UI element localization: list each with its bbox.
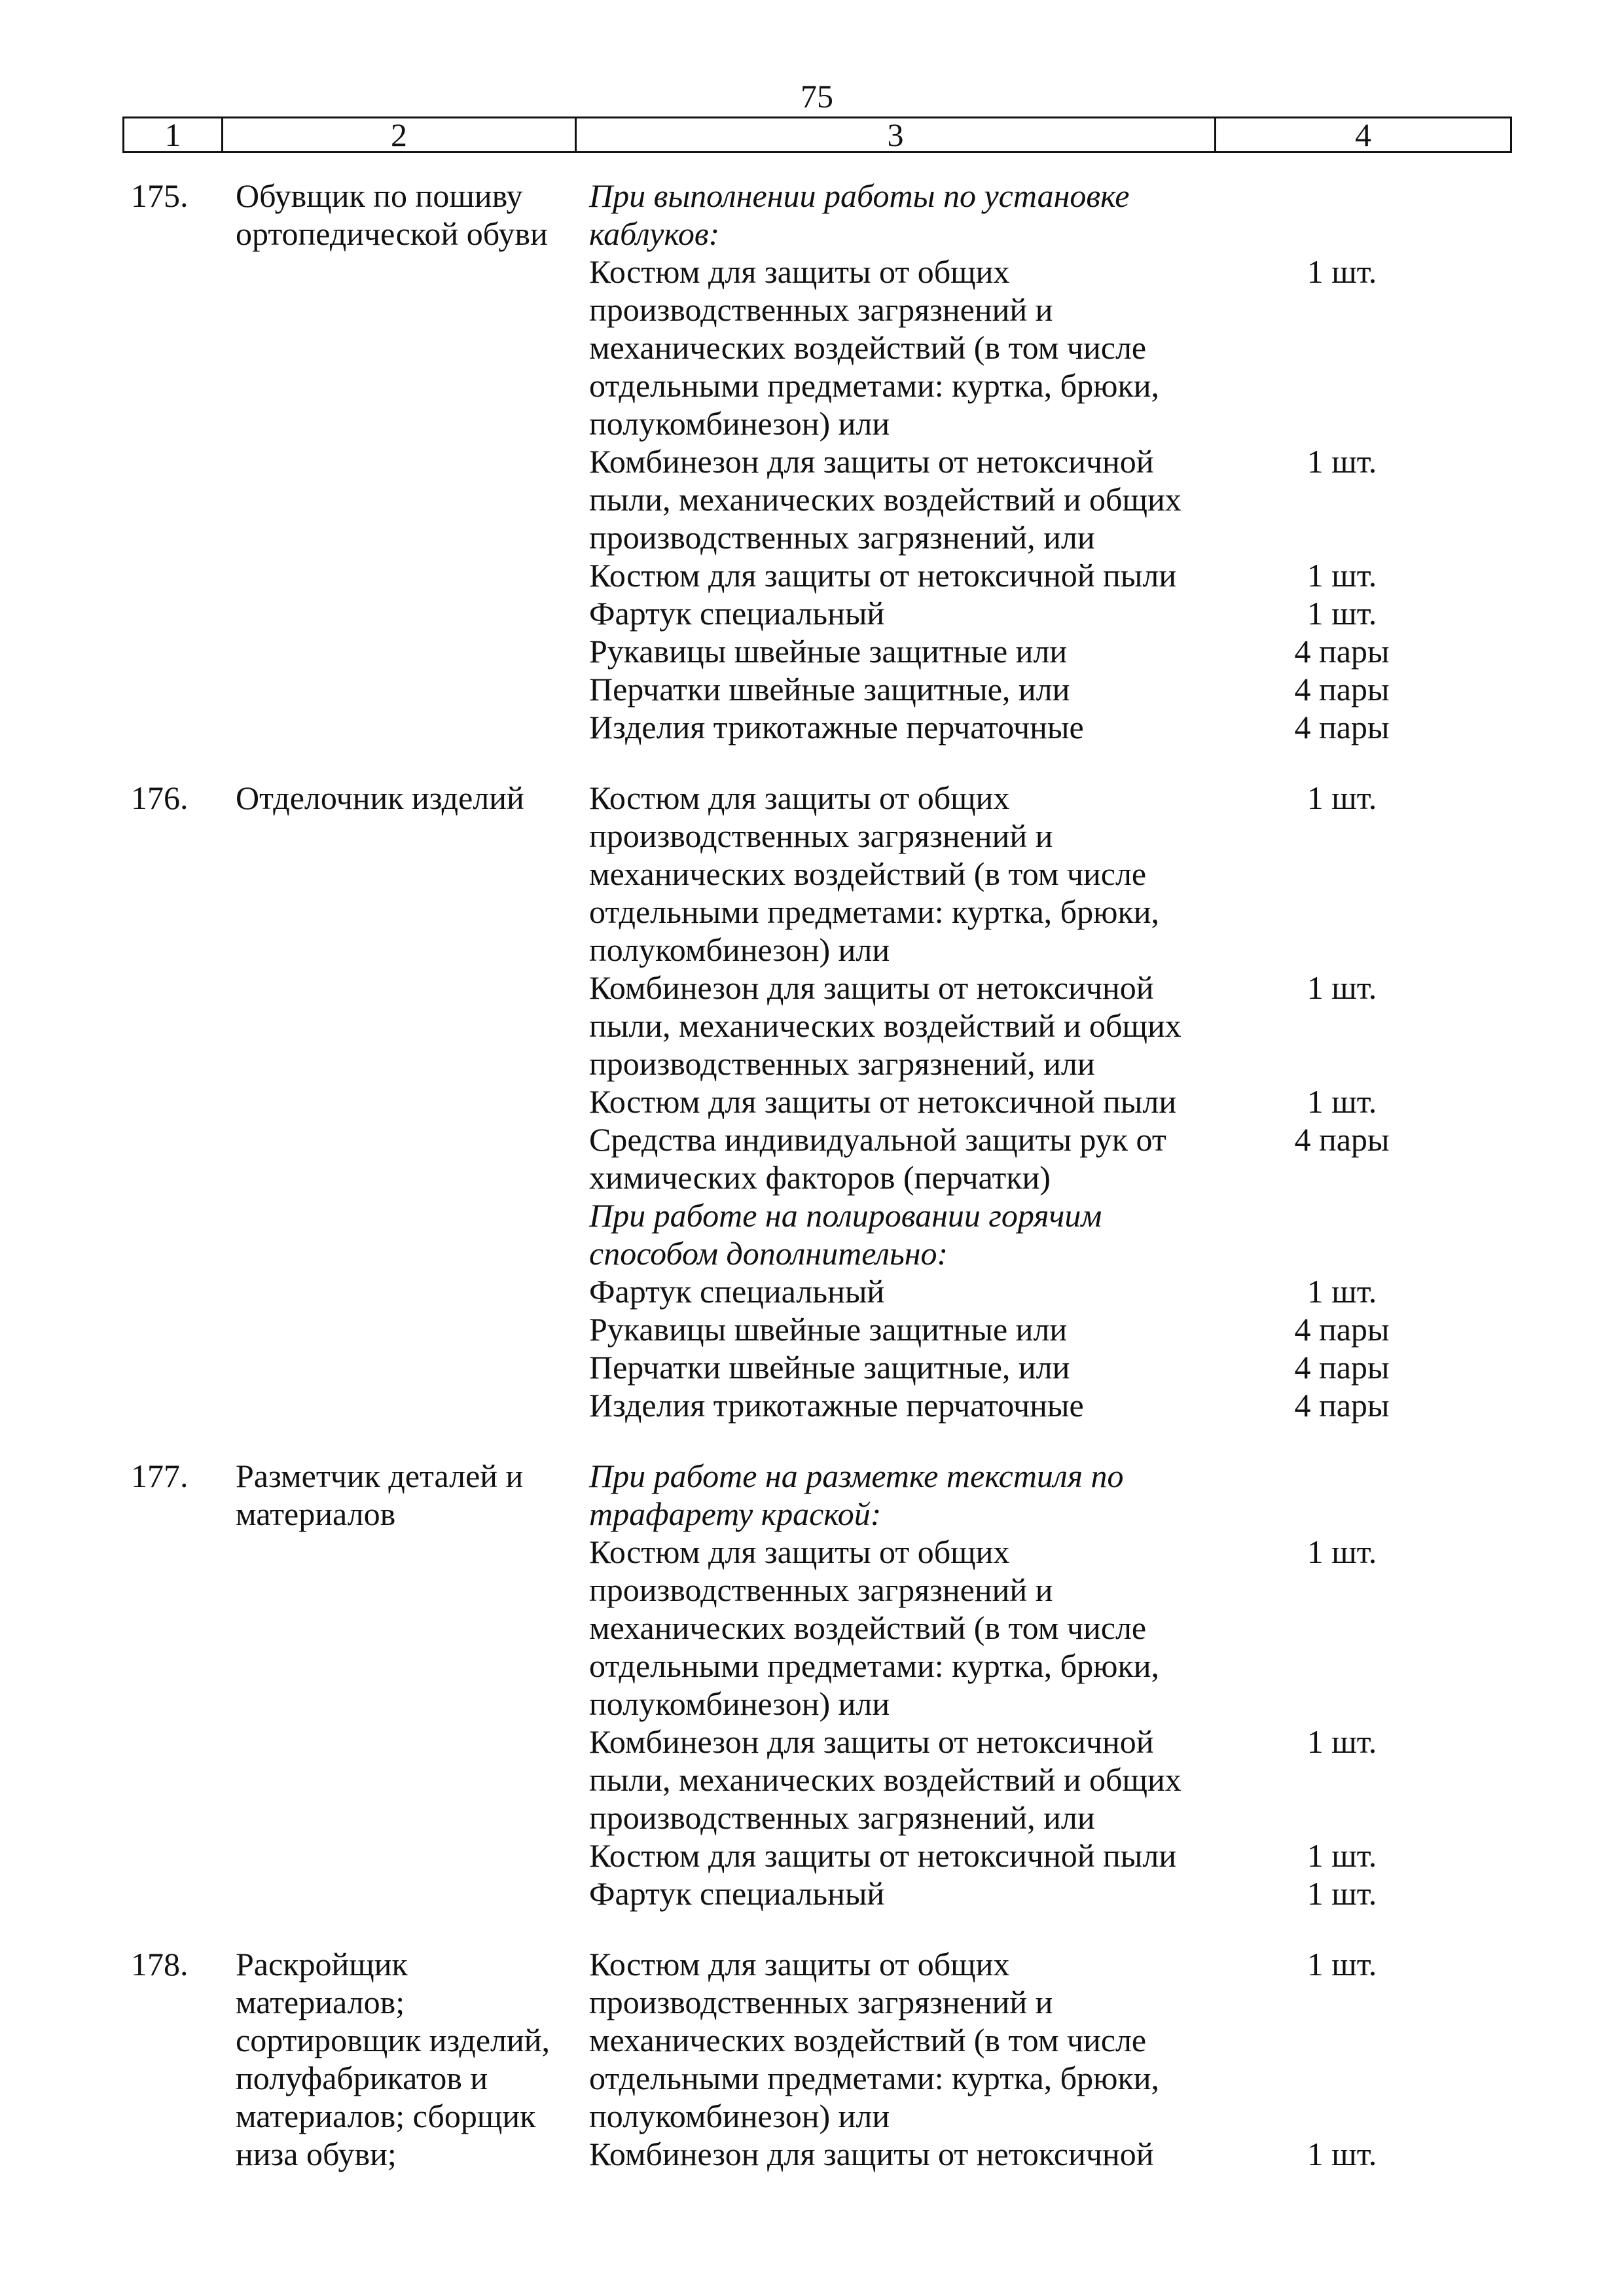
item-line <box>589 1045 1512 1083</box>
item-quantity: 1 шт. <box>1307 969 1377 1006</box>
item-text: каблуков: <box>589 215 720 252</box>
column-header-1: 1 <box>164 117 181 153</box>
item-quantity <box>1257 177 1427 215</box>
equipment-list <box>589 779 1512 1424</box>
item-line <box>589 931 1512 969</box>
profession-line: материалов; <box>236 1984 405 2020</box>
item-quantity: 4 пары <box>1294 671 1390 708</box>
item-line <box>589 1685 1512 1723</box>
item-line <box>589 632 1512 670</box>
item-line <box>589 1386 1512 1424</box>
table-row-177 <box>0 1457 1624 1912</box>
item-line <box>589 1457 1512 1495</box>
item-line <box>589 1571 1512 1609</box>
item-text: Фартук специальный <box>589 595 885 632</box>
column-header-row <box>122 117 1512 153</box>
profession-line: Разметчик деталей и <box>236 1458 524 1494</box>
item-quantity <box>1257 1983 1427 2021</box>
item-line <box>589 708 1512 746</box>
column-header-4: 4 <box>1214 118 1510 151</box>
item-text: производственных загрязнений, или <box>589 1799 1095 1836</box>
table-row-175 <box>0 177 1624 746</box>
item-text: Костюм для защиты от нетоксичной пыли <box>589 1083 1177 1120</box>
item-text: отдельными предметами: куртка, брюки, <box>589 893 1160 930</box>
item-line <box>589 1196 1512 1234</box>
item-quantity: 1 шт. <box>1307 1534 1377 1570</box>
item-text: полукомбинезон) или <box>589 405 890 442</box>
equipment-list <box>589 1945 1512 2173</box>
item-quantity: 4 пары <box>1294 1349 1390 1386</box>
item-quantity <box>1257 480 1427 518</box>
item-quantity <box>1257 1045 1427 1083</box>
profession-name <box>236 1457 583 1533</box>
item-text: механических воздействий (в том числе <box>589 1609 1147 1646</box>
item-text: Костюм для защиты от нетоксичной пыли <box>589 1837 1177 1874</box>
item-quantity <box>1257 1234 1427 1272</box>
entries-list <box>0 177 1624 2206</box>
item-line <box>589 1533 1512 1571</box>
item-text: Комбинезон для защиты от нетоксичной <box>589 2136 1154 2172</box>
column-header-3: 3 <box>575 118 1214 151</box>
item-text: механических воздействий (в том числе <box>589 2022 1147 2058</box>
item-quantity <box>1257 1457 1427 1495</box>
item-text: Изделия трикотажные перчаточные <box>589 709 1084 745</box>
entry-number: 176. <box>131 780 189 816</box>
table-row-176 <box>0 779 1624 1424</box>
item-text: Костюм для защиты от нетоксичной пыли <box>589 557 1177 594</box>
item-text: Костюм для защиты от общих <box>589 253 1010 290</box>
item-line <box>589 1983 1512 2021</box>
item-quantity: 1 шт. <box>1307 1273 1377 1310</box>
item-text: Комбинезон для защиты от нетоксичной <box>589 969 1154 1006</box>
item-text: производственных загрязнений, или <box>589 1045 1095 1082</box>
profession-line: Отделочник изделий <box>236 780 524 816</box>
entry-number: 177. <box>131 1458 189 1494</box>
item-line <box>589 1348 1512 1386</box>
item-line <box>589 2021 1512 2059</box>
item-quantity <box>1257 893 1427 931</box>
item-line <box>589 1761 1512 1799</box>
item-line <box>589 518 1512 556</box>
item-quantity <box>1257 1609 1427 1647</box>
item-line <box>589 817 1512 855</box>
item-text: При работе на полировании горячим <box>589 1197 1102 1234</box>
item-quantity <box>1257 329 1427 367</box>
item-quantity <box>1257 367 1427 404</box>
item-text: пыли, механических воздействий и общих <box>589 1761 1182 1798</box>
item-quantity: 1 шт. <box>1307 253 1377 290</box>
item-line <box>589 1837 1512 1874</box>
item-text: производственных загрязнений, или <box>589 519 1095 556</box>
item-text: Фартук специальный <box>589 1875 885 1912</box>
item-line <box>589 2059 1512 2097</box>
item-text: При работе на разметке текстиля по <box>589 1458 1124 1494</box>
item-text: производственных загрязнений и <box>589 1571 1053 1608</box>
profession-line: сортировщик изделий, <box>236 2022 550 2058</box>
table-row-178 <box>0 1945 1624 2173</box>
item-text: Костюм для защиты от общих <box>589 1534 1010 1570</box>
profession-name <box>236 779 583 817</box>
item-line <box>589 177 1512 215</box>
item-text: Костюм для защиты от общих <box>589 780 1010 816</box>
item-text: Костюм для защиты от общих <box>589 1946 1010 1982</box>
item-quantity: 4 пары <box>1294 633 1390 670</box>
column-header-2: 2 <box>221 118 575 151</box>
item-quantity <box>1257 1571 1427 1609</box>
item-line <box>589 670 1512 708</box>
item-quantity: 4 пары <box>1294 709 1390 745</box>
item-quantity: 1 шт. <box>1307 1083 1377 1120</box>
item-line <box>589 442 1512 480</box>
item-quantity: 1 шт. <box>1307 1946 1377 1982</box>
item-line <box>589 1609 1512 1647</box>
item-line <box>589 1310 1512 1348</box>
item-quantity: 4 пары <box>1294 1311 1390 1348</box>
item-quantity <box>1257 2059 1427 2097</box>
item-quantity: 1 шт. <box>1307 2136 1377 2172</box>
item-text: химических факторов (перчатки) <box>589 1159 1051 1196</box>
item-text: Рукавицы швейные защитные или <box>589 1311 1068 1348</box>
entry-number: 178. <box>131 1946 189 1982</box>
item-quantity: 4 пары <box>1294 1387 1390 1424</box>
item-text: пыли, механических воздействий и общих <box>589 481 1182 518</box>
item-quantity <box>1257 2097 1427 2135</box>
item-quantity: 1 шт. <box>1307 1875 1377 1912</box>
item-line <box>589 480 1512 518</box>
profession-line: ортопедической обуви <box>236 215 548 252</box>
item-quantity <box>1257 2021 1427 2059</box>
item-line <box>589 556 1512 594</box>
item-line <box>589 1945 1512 1983</box>
item-text: производственных загрязнений и <box>589 1984 1053 2020</box>
item-quantity: 4 пары <box>1294 1121 1390 1158</box>
item-quantity <box>1257 1196 1427 1234</box>
item-quantity <box>1257 1495 1427 1533</box>
item-line <box>589 969 1512 1007</box>
item-line <box>589 893 1512 931</box>
item-text: производственных загрязнений и <box>589 291 1053 328</box>
item-text: трафарету краской: <box>589 1496 882 1532</box>
item-quantity: 1 шт. <box>1307 780 1377 816</box>
item-text: Комбинезон для защиты от нетоксичной <box>589 1723 1154 1760</box>
item-quantity: 1 шт. <box>1307 595 1377 632</box>
item-text: полукомбинезон) или <box>589 1685 890 1722</box>
item-text: производственных загрязнений и <box>589 817 1053 854</box>
item-text: При выполнении работы по установке <box>589 177 1130 214</box>
profession-line: Раскройщик <box>236 1946 408 1982</box>
item-quantity: 1 шт. <box>1307 557 1377 594</box>
item-line <box>589 404 1512 442</box>
profession-line: полуфабрикатов и <box>236 2060 488 2096</box>
profession-name <box>236 1945 583 2173</box>
item-line <box>589 1799 1512 1837</box>
item-quantity <box>1257 1007 1427 1045</box>
equipment-list <box>589 177 1512 746</box>
item-text: полукомбинезон) или <box>589 2098 890 2134</box>
item-quantity <box>1257 931 1427 969</box>
profession-line: материалов <box>236 1496 396 1532</box>
item-line <box>589 1272 1512 1310</box>
item-quantity <box>1257 1158 1427 1196</box>
item-line <box>589 1647 1512 1685</box>
item-line <box>589 1083 1512 1121</box>
item-quantity <box>1257 817 1427 855</box>
equipment-list <box>589 1457 1512 1912</box>
page-number: 75 <box>801 78 833 115</box>
item-quantity <box>1257 1761 1427 1799</box>
item-text: отдельными предметами: куртка, брюки, <box>589 367 1160 404</box>
item-quantity <box>1257 518 1427 556</box>
item-text: Изделия трикотажные перчаточные <box>589 1387 1084 1424</box>
item-line <box>589 1007 1512 1045</box>
item-text: Перчатки швейные защитные, или <box>589 671 1070 708</box>
item-text: отдельными предметами: куртка, брюки, <box>589 1647 1160 1684</box>
item-quantity: 1 шт. <box>1307 1723 1377 1760</box>
profession-name <box>236 177 583 253</box>
item-line <box>589 779 1512 817</box>
item-text: полукомбинезон) или <box>589 931 890 968</box>
item-line <box>589 594 1512 632</box>
entry-number: 175. <box>131 177 189 214</box>
item-quantity: 1 шт. <box>1307 1837 1377 1874</box>
item-text: механических воздействий (в том числе <box>589 329 1147 366</box>
item-quantity <box>1257 404 1427 442</box>
item-line <box>589 329 1512 367</box>
item-quantity <box>1257 215 1427 253</box>
item-text: отдельными предметами: куртка, брюки, <box>589 2060 1160 2096</box>
item-text: пыли, механических воздействий и общих <box>589 1007 1182 1044</box>
item-line <box>589 1495 1512 1533</box>
item-line <box>589 253 1512 291</box>
item-line <box>589 1874 1512 1912</box>
item-line <box>589 1158 1512 1196</box>
item-text: способом дополнительно: <box>589 1235 948 1272</box>
profession-line: материалов; сборщик <box>236 2098 536 2134</box>
item-text: Рукавицы швейные защитные или <box>589 633 1068 670</box>
item-quantity: 1 шт. <box>1307 443 1377 480</box>
item-line <box>589 2097 1512 2135</box>
item-line <box>589 1121 1512 1158</box>
item-text: Комбинезон для защиты от нетоксичной <box>589 443 1154 480</box>
item-quantity <box>1257 291 1427 329</box>
profession-line: Обувщик по пошиву <box>236 177 523 214</box>
item-quantity <box>1257 855 1427 893</box>
item-line <box>589 855 1512 893</box>
item-line <box>589 1723 1512 1761</box>
item-quantity <box>1257 1799 1427 1837</box>
item-line <box>589 291 1512 329</box>
item-quantity <box>1257 1647 1427 1685</box>
item-line <box>589 1234 1512 1272</box>
item-line <box>589 215 1512 253</box>
item-text: Фартук специальный <box>589 1273 885 1310</box>
profession-line: низа обуви; <box>236 2136 397 2172</box>
item-text: Средства индивидуальной защиты рук от <box>589 1121 1166 1158</box>
item-line <box>589 367 1512 404</box>
item-quantity <box>1257 1685 1427 1723</box>
item-text: Перчатки швейные защитные, или <box>589 1349 1070 1386</box>
item-line <box>589 2135 1512 2173</box>
item-text: механических воздействий (в том числе <box>589 855 1147 892</box>
